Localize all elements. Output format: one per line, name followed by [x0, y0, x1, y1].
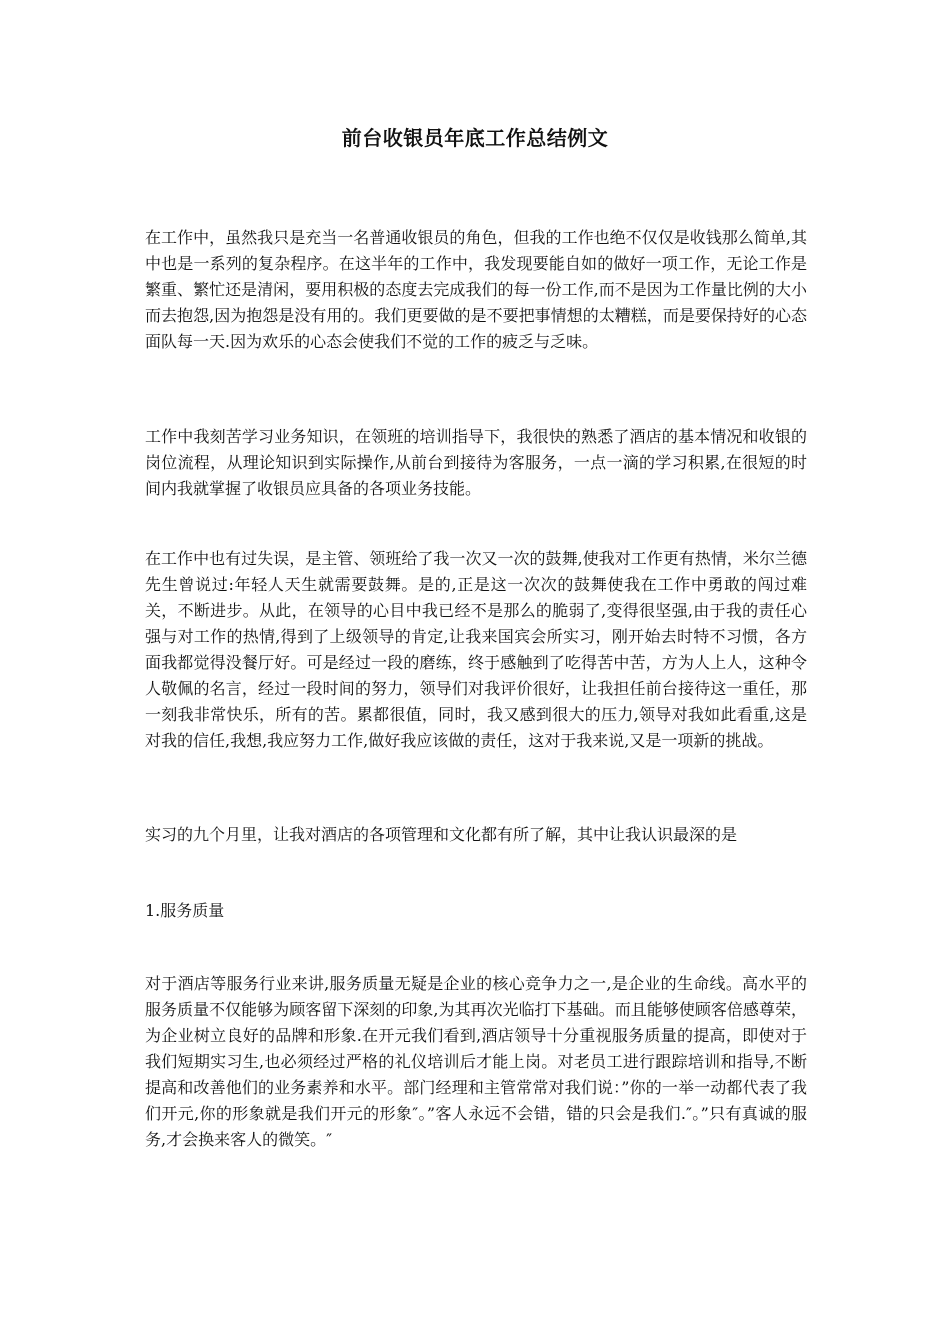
paragraph-work-attitude: 在工作中，虽然我只是充当一名普通收银员的角色，但我的工作也绝不仅仅是收钱那么简单,其中也是一系列的复杂程序。在这半年的工作中，我发现要能自如的做好一项工作，无论工作是繁重、繁忙还是清闲，要用积极的态度去完成我们的每一份工作,而不是因为工作量比例的大小而去抱怨,因为抱怨是没有用的。我们更要做的是不要把事情想的太糟糕，而是要保持好的心态面队每一天.因为欢乐的心态会使我们不觉的工作的疲乏与乏味。	[145, 228, 807, 351]
paragraph-service-quality: 对于酒店等服务行业来讲,服务质量无疑是企业的核心竞争力之一,是企业的生命线。高水平的服务质量不仅能够为顾客留下深刻的印象,为其再次光临打下基础。而且能够使顾客倍感尊荣，为企业树立良好的品牌和形象.在开元我们看到,酒店领导十分重视服务质量的提高，即使对于我们短期实习生,也必须经过严格的礼仪培训后才能上岗。对老员工进行跟踪培训和指导,不断提高和改善他们的业务素养和水平。部门经理和主管常常对我们说：”你的一举一动都代表了我们开元,你的形象就是我们开元的形象″。”客人永远不会错，错的只会是我们.″。”只有真诚的服务,才会换来客人的微笑。″	[145, 974, 807, 1149]
document-title: 前台收银员年底工作总结例文	[341, 126, 609, 150]
paragraph-encouragement: 在工作中也有过失误，是主管、领班给了我一次又一次的鼓舞,使我对工作更有热情，米尔兰德先生曾说过:年轻人天生就需要鼓舞。是的,正是这一次次的鼓舞使我在工作中勇敢的闯过难关，不断进步。从此，在领导的心目中我已经不是那么的脆弱了,变得很坚强,由于我的责任心强与对工作的热情,得到了上级领导的肯定,让我来国宾会所实习，刚开始去时特不习惯，各方面我都觉得没餐厅好。可是经过一段的磨练，终于感触到了吃得苦中苦，方为人上人，这种令人敬佩的名言，经过一段时间的努力，领导们对我评价很好，让我担任前台接待这一重任，那一刻我非常快乐，所有的苦。累都很值，同时，我又感到很大的压力,领导对我如此看重,这是对我的信任,我想,我应努力工作,做好我应该做的责任，这对于我来说,又是一项新的挑战。	[145, 549, 807, 750]
paragraph-internship-intro: 实习的九个月里，让我对酒店的各项管理和文化都有所了解，其中让我认识最深的是	[145, 825, 738, 844]
section-heading-service-quality: 1.服务质量	[145, 901, 225, 920]
paragraph-learning: 工作中我刻苦学习业务知识，在领班的培训指导下，我很快的熟悉了酒店的基本情况和收银的岗位流程，从理论知识到实际操作,从前台到接待为客服务，一点一滴的学习积累,在很短的时间内我就掌握了收银员应具备的各项业务技能。	[145, 427, 807, 498]
